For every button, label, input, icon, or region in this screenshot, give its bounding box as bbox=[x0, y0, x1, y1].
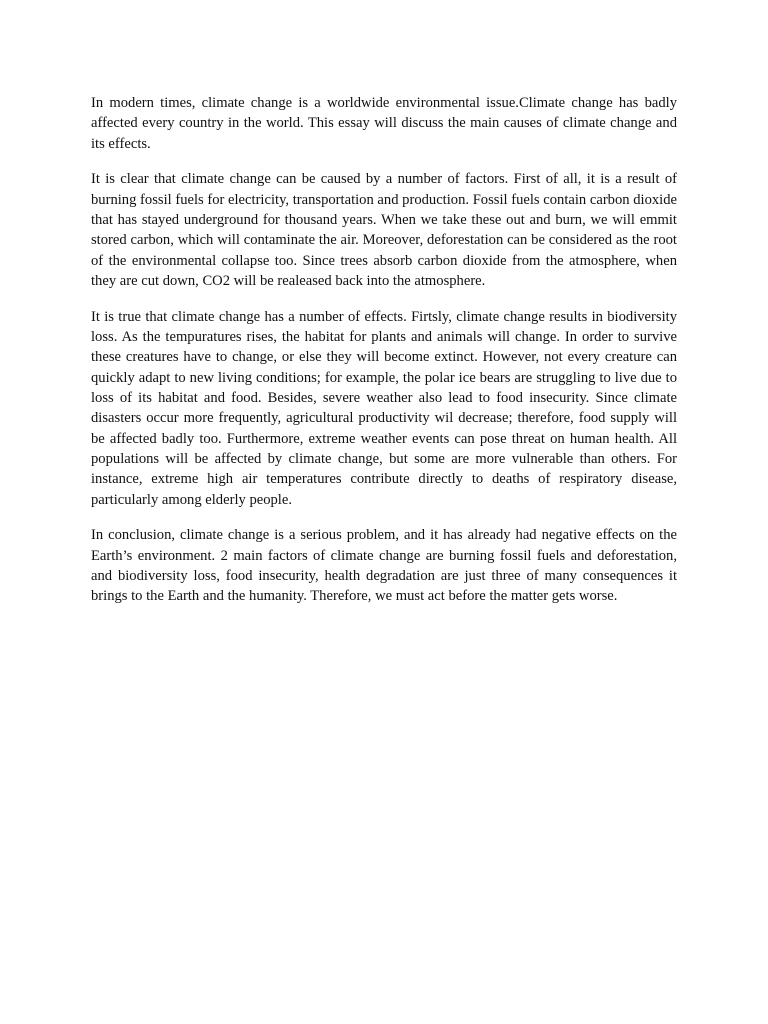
paragraph-causes: It is clear that climate change can be caused by a number of factors. First of all, it is a result of burning fossil fuels for electricity, transportation and production. Fossil fuels contain carbon dioxide that has stayed underground for thousand years. When we take these out and burn, we will emmit stored carbon, which will contaminate the air. Moreover, deforestation can be considered as the root of the environmental collapse too. Since trees absorb carbon dioxide from the atmosphere, when they are cut down, CO2 will be realeased back into the atmosphere. bbox=[91, 171, 677, 289]
paragraph-conclusion: In conclusion, climate change is a serious problem, and it has already had negative effects on the Earth’s environment. 2 main factors of climate change are burning fossil fuels and deforestation, and biodiversity loss, food insecurity, health degradation are just three of many consequences it brings to the Earth and the humanity. Therefore, we must act before the matter gets worse. bbox=[91, 527, 677, 605]
essay-body bbox=[91, 93, 677, 622]
paragraph-introduction: In modern times, climate change is a worldwide environmental issue.Climate change has badly affected every country in the world. This essay will discuss the main causes of climate change and its effects. bbox=[91, 95, 677, 152]
paragraph-effects: It is true that climate change has a number of effects. Firtsly, climate change results in biodiversity loss. As the tempuratures rises, the habitat for plants and animals will change. In order to survive these creatures have to change, or else they will become extinct. However, not every creature can quickly adapt to new living conditions; for example, the polar ice bears are struggling to live due to loss of its habitat and food. Besides, severe weather also lead to food insecurity. Since climate disasters occur more frequently, agricultural productivity wil decrease; therefore, food supply will be affected badly too. Furthermore, extreme weather events can pose threat on human health. All populations will be affected by climate change, but some are more vulnerable than others. For instance, extreme high air temperatures contribute directly to deaths of respiratory disease, particularly among elderly people. bbox=[91, 308, 677, 508]
